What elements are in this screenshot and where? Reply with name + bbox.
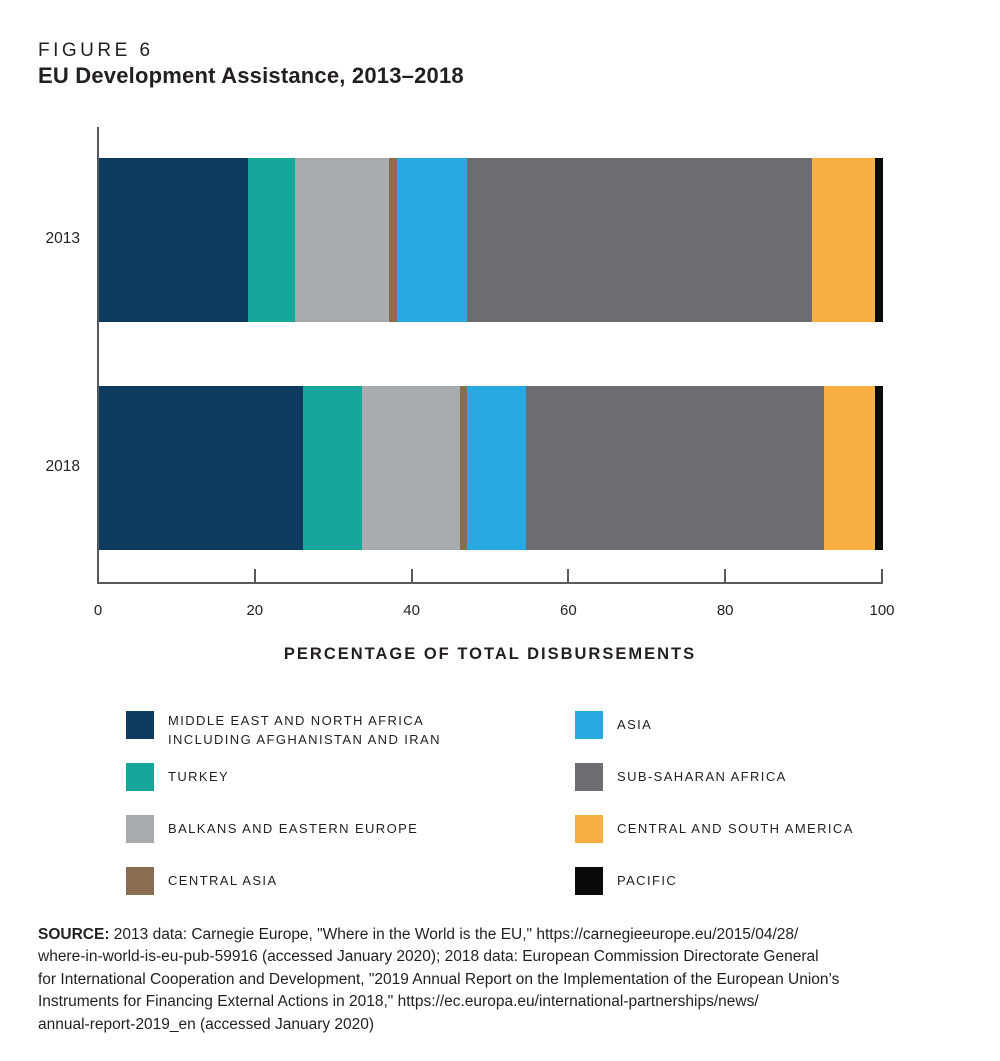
segment-2018-central-asia: [460, 386, 468, 550]
legend-label-pacific: PACIFIC: [617, 873, 678, 888]
legend-swatch-central-and-south-america: [575, 815, 603, 843]
x-tick-label-20: 20: [246, 602, 264, 619]
segment-2013-sub-saharan-africa: [467, 158, 812, 322]
x-tick-label-40: 40: [403, 602, 420, 619]
segment-2018-asia: [467, 386, 526, 550]
legend-label-turkey: TURKEY: [168, 769, 230, 784]
x-tick-label-60: 60: [560, 602, 577, 619]
legend-item-central-and-south-america: [575, 815, 854, 843]
x-tick-60: [567, 569, 569, 582]
legend-swatch-turkey: [126, 763, 154, 791]
segment-2018-middle-east-and-north-africa-including-afghanistan-and-iran: [99, 386, 303, 550]
source-line-5: annual-report-2019_en (accessed January 2020): [38, 1015, 375, 1033]
segment-2018-turkey: [303, 386, 362, 550]
source-line-2: where-in-world-is-eu-pub-59916 (accessed January 2020); 2018 data: European Commission Directorate General: [38, 948, 819, 966]
segment-2013-central-asia: [389, 158, 397, 322]
segment-2013-balkans-and-eastern-europe: [295, 158, 389, 322]
figure-title: EU Development Assistance, 2013–2018: [38, 63, 464, 88]
figure-label: FIGURE 6: [38, 40, 154, 61]
legend-item-middle-east-and-north-africa-including-afghanistan-and-iran: [126, 711, 441, 749]
segment-2013-turkey: [248, 158, 295, 322]
legend-swatch-central-asia: [126, 867, 154, 895]
source-line-4: Instruments for Financing External Actions in 2018," https://ec.europa.eu/international-partnerships/news/: [38, 993, 759, 1011]
source-note: [38, 924, 968, 1036]
legend-swatch-balkans-and-eastern-europe: [126, 815, 154, 843]
stacked-bar-2018: [99, 386, 883, 550]
legend-swatch-pacific: [575, 867, 603, 895]
segment-2013-pacific: [875, 158, 883, 322]
x-tick-20: [254, 569, 256, 582]
legend-item-pacific: [575, 867, 677, 895]
segment-2018-central-and-south-america: [824, 386, 875, 550]
legend-label-asia: ASIA: [617, 717, 653, 732]
legend-label-central-and-south-america: CENTRAL AND SOUTH AMERICA: [617, 821, 854, 836]
x-tick-label-100: 100: [869, 602, 895, 619]
legend-label-middle-east-and-north-africa-including-afghanistan-and-iran: MIDDLE EAST AND NORTH AFRICA INCLUDING AFGHANISTAN AND IRAN: [168, 713, 441, 747]
legend-label-sub-saharan-africa: SUB-SAHARAN AFRICA: [617, 769, 787, 784]
x-tick-label-80: 80: [716, 602, 734, 619]
legend-item-balkans-and-eastern-europe: [126, 815, 418, 843]
x-axis-title: PERCENTAGE OF TOTAL DISBURSEMENTS: [283, 645, 697, 663]
legend-swatch-middle-east-and-north-africa-including-afghanistan-and-iran: [126, 711, 154, 739]
segment-2018-sub-saharan-africa: [526, 386, 824, 550]
legend-item-turkey: [126, 763, 229, 791]
legend-item-sub-saharan-africa: [575, 763, 787, 791]
segment-2018-pacific: [875, 386, 883, 550]
stacked-bar-2013: [99, 158, 883, 322]
legend-swatch-asia: [575, 711, 603, 739]
legend-label-balkans-and-eastern-europe: BALKANS AND EASTERN EUROPE: [168, 821, 419, 836]
x-tick-80: [724, 569, 726, 582]
y-axis-label-2018: 2018: [45, 458, 80, 475]
x-axis-line: [97, 582, 883, 584]
x-tick-40: [411, 569, 413, 582]
x-tick-label-0: 0: [93, 602, 103, 619]
source-label: SOURCE:: [38, 926, 114, 943]
segment-2013-middle-east-and-north-africa-including-afghanistan-and-iran: [99, 158, 248, 322]
y-axis-label-2013: 2013: [45, 230, 80, 247]
source-line-1: SOURCE: 2013 data: Carnegie Europe, "Where in the World is the EU," https://carnegieeurope.eu/2015/04/28/: [38, 926, 799, 943]
legend-swatch-sub-saharan-africa: [575, 763, 603, 791]
legend-label-central-asia: CENTRAL ASIA: [168, 873, 278, 888]
source-line-3: for International Cooperation and Development, "2019 Annual Report on the Implementation of the European Union’s: [38, 970, 840, 988]
segment-2013-asia: [397, 158, 468, 322]
x-tick-100: [881, 569, 883, 582]
legend-item-central-asia: [126, 867, 278, 895]
segment-2018-balkans-and-eastern-europe: [362, 386, 460, 550]
legend-item-asia: [575, 711, 652, 739]
segment-2013-central-and-south-america: [812, 158, 875, 322]
